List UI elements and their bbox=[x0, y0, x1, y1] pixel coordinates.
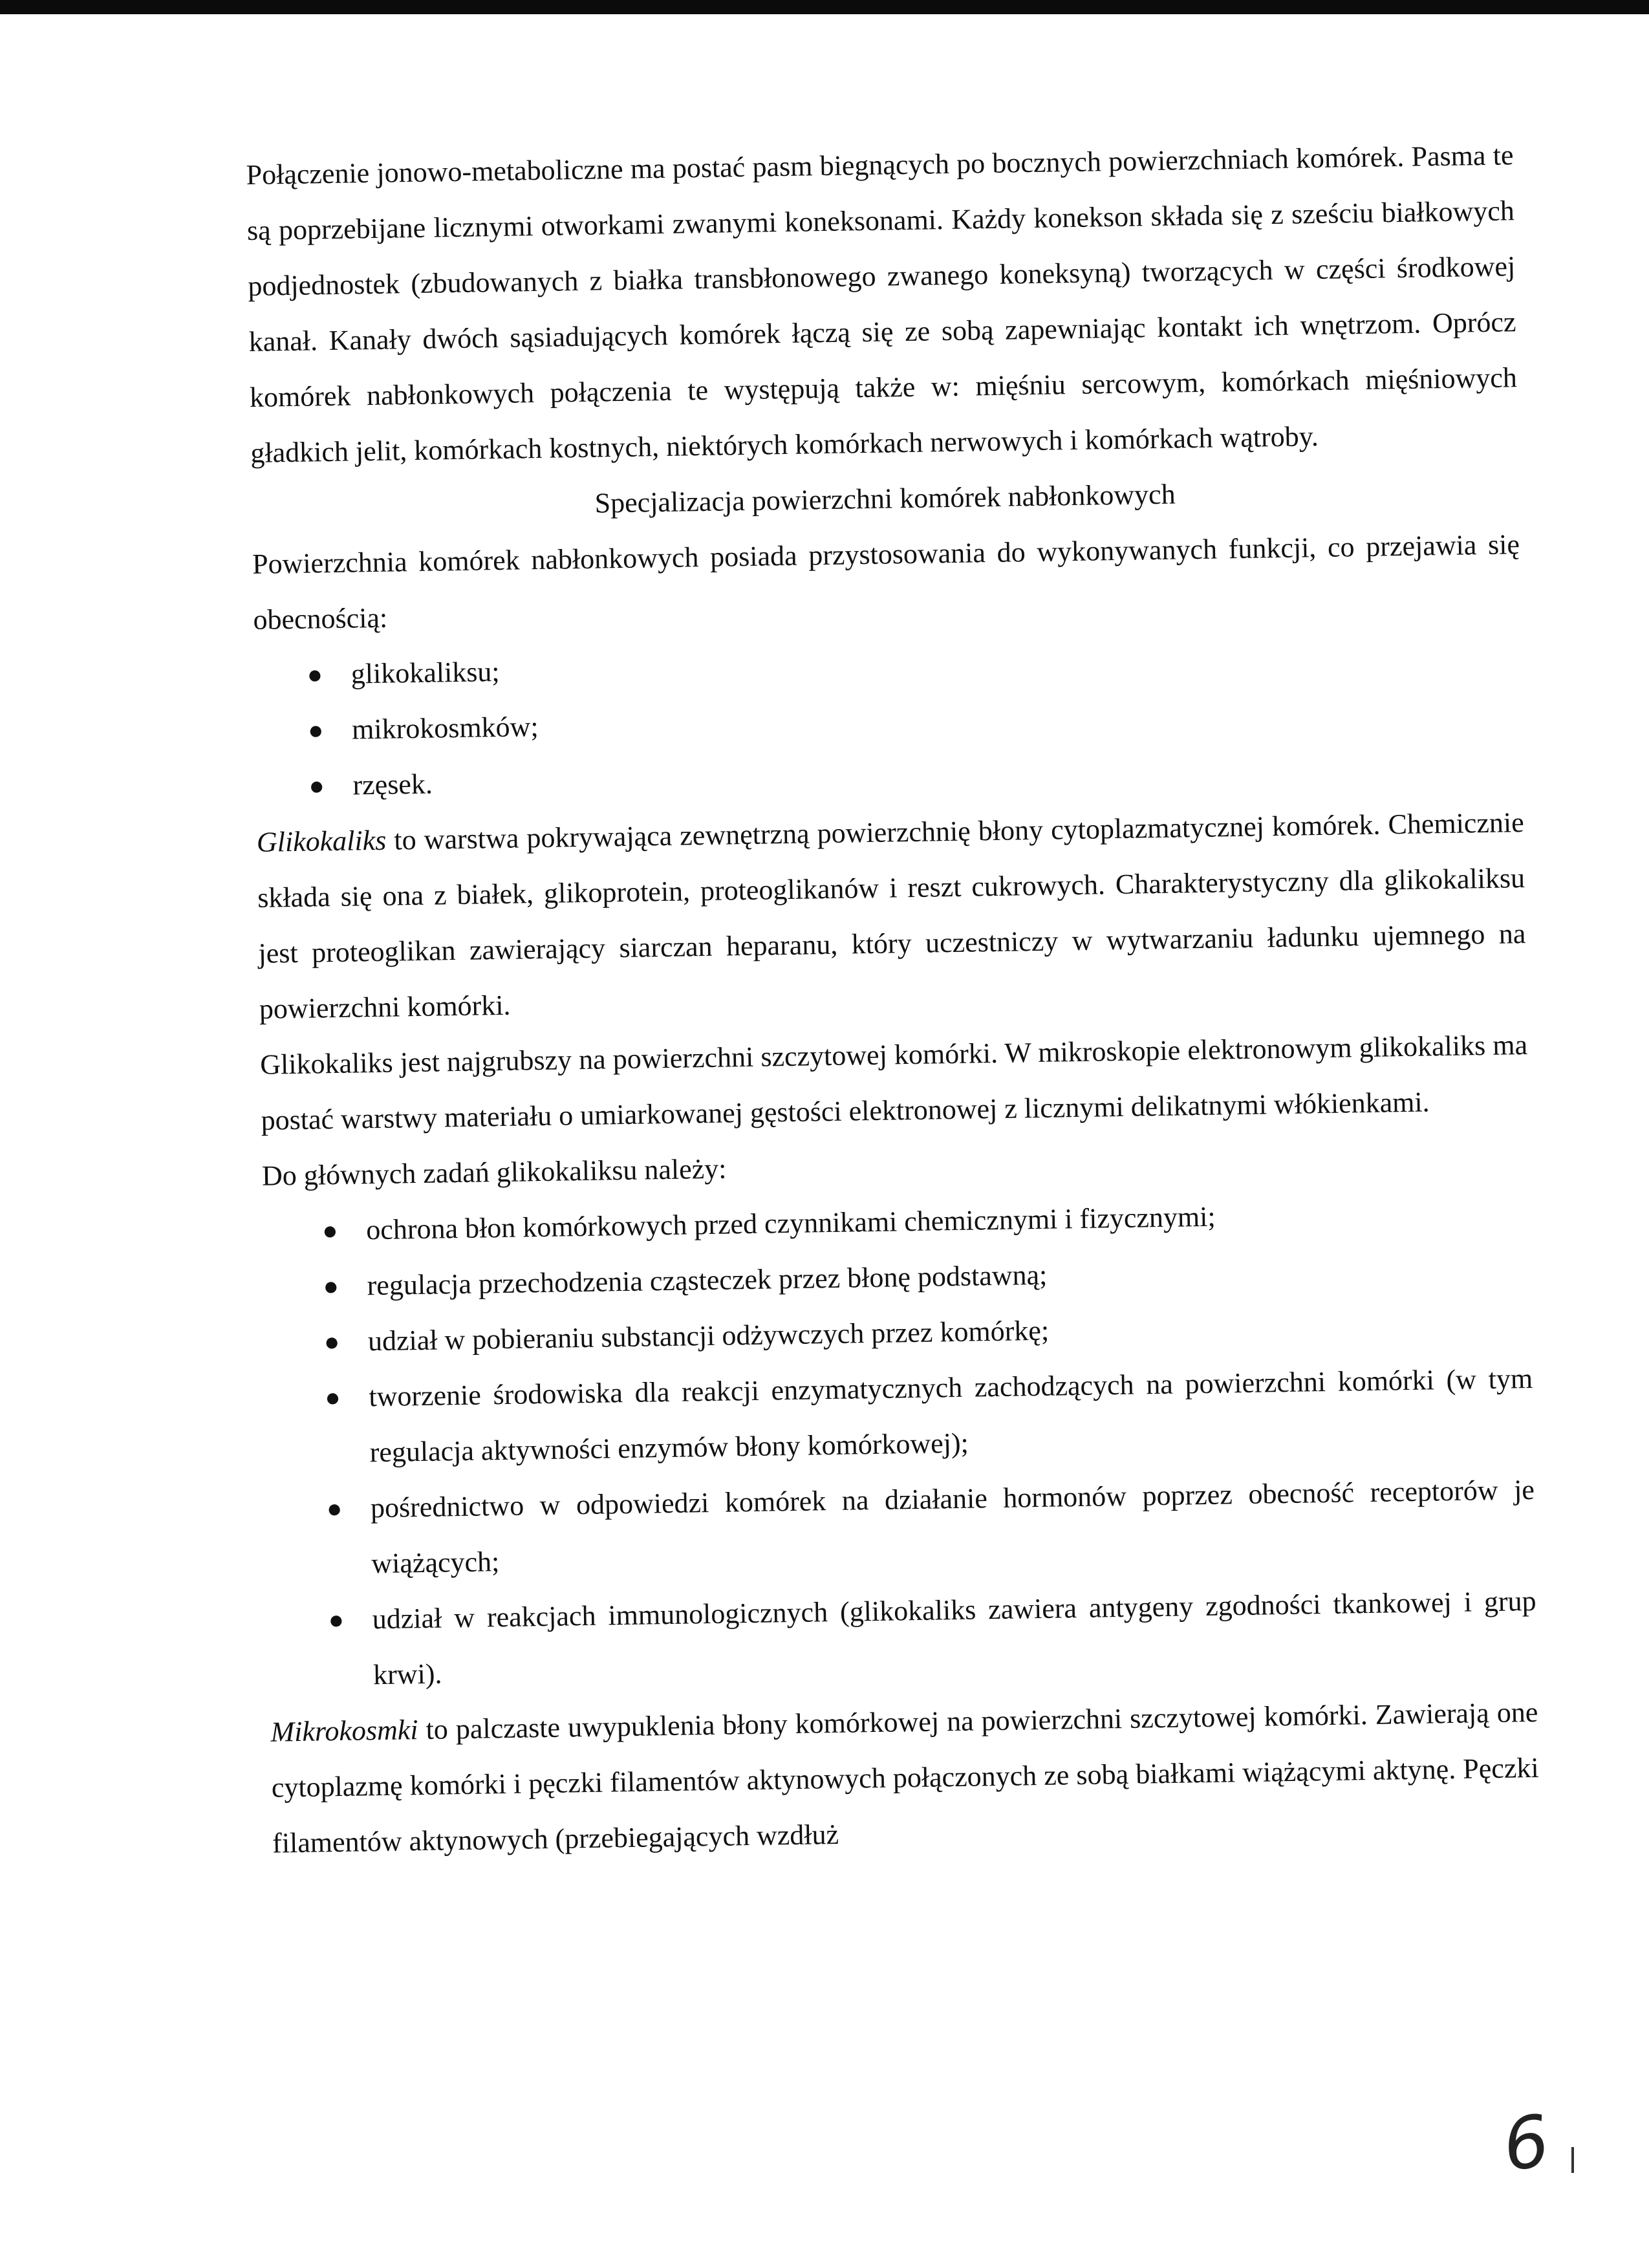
glycocalyx-definition: to warstwa pokrywająca zewnętrzną powierzchnię błony cytoplazmatycznej komórek. Chemicznie składa się ona z białek, glikoprotein, proteoglikanów i reszt cukrowych. Charakterystyczny dla glikokaliksu jest proteoglikan zawierający siarczan heparanu, który uczestniczy w wytwarzaniu ładunku ujemnego na powierzchni komórki. bbox=[257, 806, 1526, 1025]
list-item bbox=[268, 1573, 1537, 1705]
paragraph-microvilli bbox=[270, 1685, 1540, 1872]
section-heading: Specjalizacja powierzchni komórek nabłonkowych bbox=[594, 478, 1176, 519]
microvilli-definition: to palczaste uwypuklenia błony komórkowej na powierzchni szczytowej komórki. Zawierają one cytoplazmę komórki i pęczki filamentów aktynowych połączonych ze sobą białkami wiążącymi aktynę. Pęczki filamentów aktynowych (przebiegających wzdłuż bbox=[271, 1696, 1539, 1859]
bullet-icon: ● bbox=[323, 1326, 340, 1357]
paragraph-glycocalyx-structure: Glikokaliks jest najgrubszy na powierzchni szczytowej komórki. W mikroskopie elektronowym glikokaliks ma postać warstwy materiału o umiarkowanej gęstości elektronowej z licznymi delikatnymi włókienkami. bbox=[259, 1029, 1528, 1136]
pen-mark bbox=[1571, 2147, 1574, 2173]
list-item-text: rzęsek. bbox=[352, 768, 433, 801]
list-item-text: mikrokosmków; bbox=[351, 711, 539, 746]
bullet-icon: ● bbox=[325, 1382, 341, 1412]
paragraph-surface-specialization: Powierzchnia komórek nabłonkowych posiada przystosowania do wykonywanych funkcji, co przejawia się obecnością: bbox=[252, 528, 1520, 636]
list-item bbox=[266, 1462, 1535, 1593]
handwritten-page-number: 6 bbox=[1498, 2099, 1555, 2188]
list-item-text: udział w reakcjach immunologicznych (glikokaliks zawiera antygeny zgodności tkankowej i grup krwi). bbox=[372, 1584, 1536, 1691]
paragraph-gap-junction: Połączenie jonowo-metaboliczne ma postać pasm biegnących po bocznych powierzchniach komórek. Pasma te są poprzebijane licznymi otworkami zwanymi koneksonami. Każdy konekson składa się z sześciu białkowych podjednostek (zbudowanych z białka transbłonowego zwanego koneksyną) tworzących w części środkowej kanał. Kanały dwóch sąsiadujących komórek łączą się ze sobą zapewniając kontakt ich wnętrzom. Oprócz komórek nabłonkowych połączenia te występują także w: mięśniu sercowym, komórkach mięśniowych gładkich jelit, komórkach kostnych, niektórych komórkach nerwowych i komórkach wątroby. bbox=[246, 139, 1518, 469]
functions-list bbox=[263, 1184, 1538, 1705]
scan-top-edge bbox=[0, 0, 1649, 14]
bullet-icon: ● bbox=[326, 1493, 343, 1524]
list-item-text: tworzenie środowiska dla reakcji enzymatycznych zachodzących na powierzchni komórki (w tym regulacja aktywności enzymów błony komórkowej); bbox=[368, 1362, 1533, 1469]
bullet-icon: ● bbox=[321, 1215, 338, 1246]
bullet-icon: ● bbox=[308, 771, 325, 801]
bullet-icon: ● bbox=[307, 715, 324, 745]
list-item-text: udział w pobieraniu substancji odżywczych przez komórkę; bbox=[367, 1314, 1050, 1357]
list-item-text: glikokaliksu; bbox=[350, 655, 500, 690]
list-item bbox=[265, 1351, 1534, 1482]
term-glycocalyx: Glikokaliks bbox=[256, 824, 387, 858]
list-item-text: ochrona błon komórkowych przed czynnikami chemicznymi i fizycznymi; bbox=[365, 1200, 1216, 1246]
document-page bbox=[246, 127, 1540, 1871]
bullet-icon: ● bbox=[307, 660, 323, 689]
bullet-icon: ● bbox=[328, 1604, 345, 1635]
term-microvilli: Mikrokosmki bbox=[270, 1714, 418, 1748]
list-item-text: regulacja przechodzenia cząsteczek przez błonę podstawną; bbox=[367, 1258, 1048, 1302]
bullet-icon: ● bbox=[323, 1271, 339, 1301]
list-item-text: pośrednictwo w odpowiedzi komórek na działanie hormonów poprzez obecność receptorów je wiążących; bbox=[370, 1473, 1535, 1580]
paragraph-glycocalyx bbox=[256, 795, 1527, 1037]
functions-intro: Do głównych zadań glikokaliksu należy: bbox=[261, 1152, 727, 1192]
specialization-list bbox=[253, 628, 1524, 815]
